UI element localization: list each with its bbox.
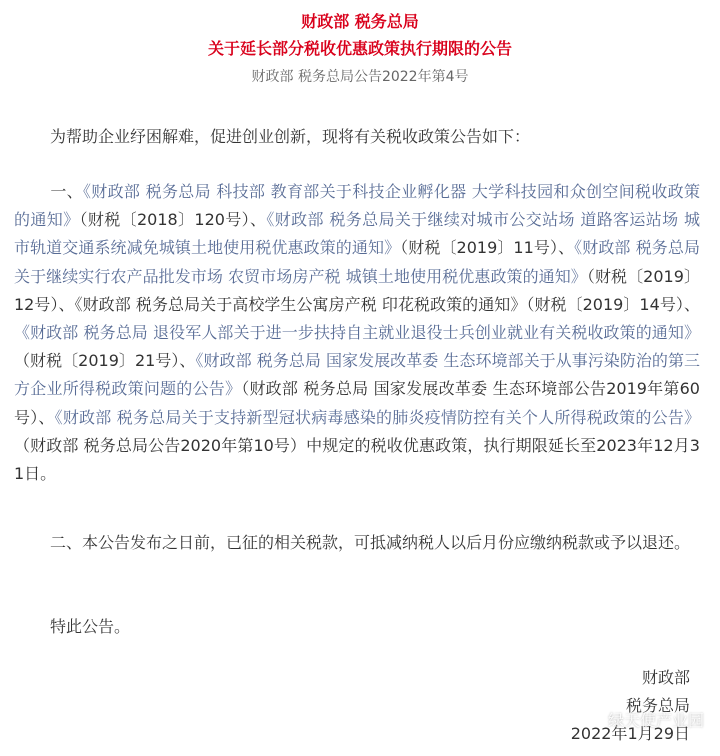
policy-link[interactable]: 《财政部 税务总局关于支持新型冠状病毒感染的肺炎疫情防控有关个人所得税政策的公告》 [54,407,700,427]
issuer-heading: 财政部 税务总局 [301,12,419,31]
clause-one-lead: 一、 [50,182,83,201]
policy-ref: （财政部 税务总局公告2020年第10号）中规定的税收优惠政策，执行期限延长至2023年12月31日。 [14,435,700,484]
wechat-icon [586,712,604,728]
closing-paragraph [14,613,700,641]
signature-issuer-2: 税务总局 [625,696,690,715]
clause-two-text: 二、本公告发布之日前，已征的相关税款，可抵减纳税人以后月份应缴纳税款或予以退还。 [50,533,691,552]
policy-link[interactable]: 《财政部 税务总局关于继续实行农产品批发市场 农贸市场房产税 城镇土地使用税优惠政策的通知》 [14,238,700,286]
policy-ref: （财税〔2019〕14号）、 [526,294,700,314]
signature-issuer-1: 财政部 [641,668,690,687]
policy-link[interactable]: 《财政部 税务总局 国家发展改革委 生态环境部关于从事污染防治的第三方企业所得税政策问题的公告》 [14,351,700,399]
policy-title-plain: 《财政部 税务总局关于高校学生公寓房产税 印花税政策的通知》 [74,294,527,314]
intro-text: 为帮助企业纾困解难，促进创业创新，现将有关税收政策公告如下： [50,127,531,146]
watermark-text: 绿天使产业园 [607,711,704,730]
policy-ref: （财税〔2019〕12号）、 [14,266,700,314]
closing-text: 特此公告。 [50,617,131,636]
policy-ref: （财政部 税务总局 国家发展改革委 生态环境部公告2019年第60号）、 [14,379,700,427]
policy-ref: （财税〔2018〕120号）、 [79,210,267,230]
policy-link[interactable]: 《财政部 税务总局 退役军人部关于进一步扶持自主就业退役士兵创业就业有关税收政策的通知》 [14,323,700,343]
intro-paragraph [14,123,700,151]
watermark [586,708,704,731]
notice-title: 关于延长部分税收优惠政策执行期限的公告 [207,39,512,58]
clause-two-paragraph [14,529,700,557]
policy-ref: （财税〔2019〕11号）、 [400,238,575,258]
policy-link[interactable]: 《财政部 税务总局关于继续对城市公交站场 道路客运站场 城市轨道交通系统减免城镇土地使用税优惠政策的通知》 [14,210,700,258]
policy-link[interactable]: 《财政部 税务总局 科技部 教育部关于科技企业孵化器 大学科技园和众创空间税收政策的通知》 [14,182,700,230]
policy-ref: （财税〔2019〕21号）、 [14,351,196,371]
signature-date: 2022年1月29日 [570,724,690,743]
document-number: 财政部 税务总局公告2022年第4号 [251,69,469,85]
clause-one-paragraph [14,178,700,488]
